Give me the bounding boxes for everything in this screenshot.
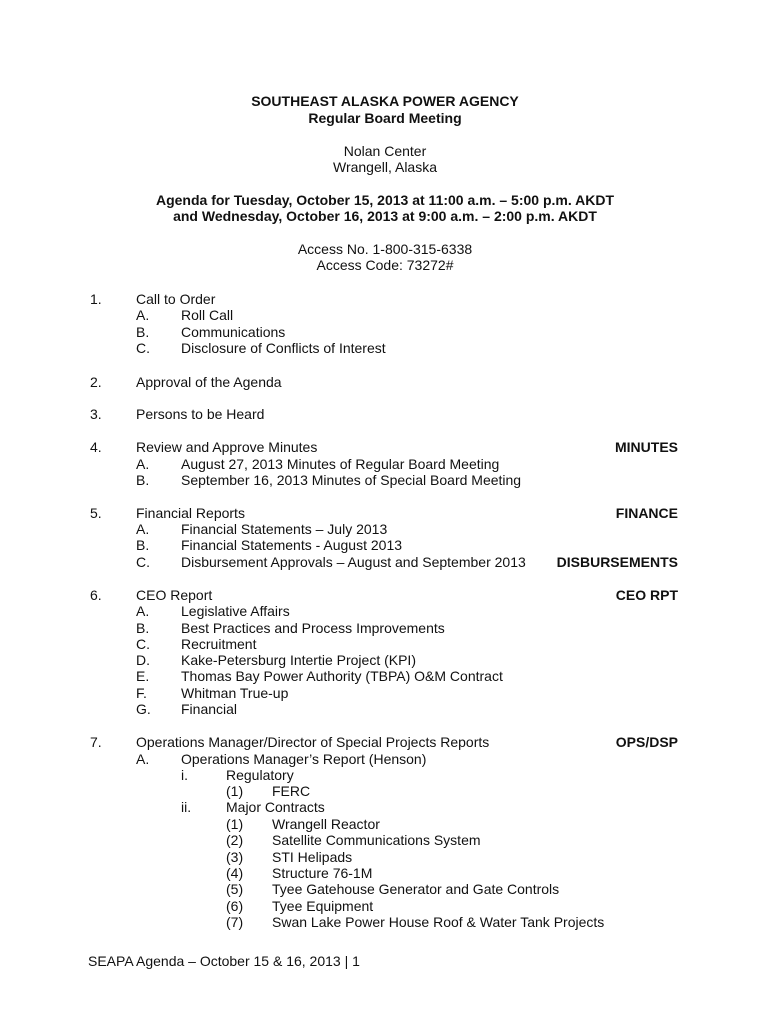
item-number: 4.: [90, 439, 102, 455]
sub-item: Communications: [181, 324, 286, 340]
meeting-title: Regular Board Meeting: [308, 110, 462, 126]
sub-label: A.: [136, 521, 150, 537]
paren-label: (6): [226, 898, 244, 914]
item-title: Operations Manager/Director of Special Projects Reports: [136, 734, 490, 750]
agenda-line-2: and Wednesday, October 16, 2013 at 9:00 a.m. – 2:00 p.m. AKDT: [173, 208, 597, 224]
roman-label: i.: [181, 767, 188, 783]
sub-label: A.: [136, 307, 150, 323]
sub-item: Operations Manager’s Report (Henson): [181, 751, 427, 767]
sub-label: B.: [136, 537, 150, 553]
section-tag-finance: FINANCE: [615, 505, 678, 521]
roman-label: ii.: [181, 799, 192, 815]
item-title: Call to Order: [136, 291, 216, 307]
access-number: Access No. 1-800-315-6338: [297, 241, 473, 257]
sub-label: A.: [136, 751, 150, 767]
paren-label: (7): [226, 914, 244, 930]
section-tag-disbursements: DISBURSEMENTS: [556, 554, 678, 570]
paren-item: Satellite Communications System: [272, 832, 481, 848]
item-number: 2.: [90, 374, 102, 390]
sub-item: September 16, 2013 Minutes of Special Board Meeting: [181, 472, 522, 488]
section-tag-ops: OPS/DSP: [615, 734, 678, 750]
item-number: 3.: [90, 406, 102, 422]
page-footer: SEAPA Agenda – October 15 & 16, 2013 | 1: [88, 953, 360, 969]
paren-item: STI Helipads: [272, 849, 353, 865]
item-title: Persons to be Heard: [136, 406, 265, 422]
sub-item: Whitman True-up: [181, 685, 289, 701]
paren-label: (5): [226, 881, 244, 897]
paren-item: Tyee Gatehouse Generator and Gate Controls: [272, 881, 560, 897]
sub-label: F.: [136, 685, 147, 701]
sub-item: Financial: [181, 701, 238, 717]
item-title: Approval of the Agenda: [136, 374, 282, 390]
paren-label: (2): [226, 832, 244, 848]
sub-label: E.: [136, 668, 150, 684]
paren-label: (3): [226, 849, 244, 865]
sub-label: B.: [136, 472, 150, 488]
sub-label: C.: [136, 636, 150, 652]
sub-label: D.: [136, 652, 150, 668]
sub-item: Thomas Bay Power Authority (TBPA) O&M Contract: [181, 668, 503, 684]
sub-item: Recruitment: [181, 636, 257, 652]
paren-label: (1): [226, 816, 244, 832]
sub-label: B.: [136, 324, 150, 340]
item-number: 7.: [90, 734, 102, 750]
sub-item: August 27, 2013 Minutes of Regular Board Meeting: [181, 456, 500, 472]
paren-item: Swan Lake Power House Roof & Water Tank Projects: [272, 914, 605, 930]
roman-item: Regulatory: [226, 767, 294, 783]
sub-label: B.: [136, 620, 150, 636]
sub-item: Disclosure of Conflicts of Interest: [181, 340, 386, 356]
paren-label: (4): [226, 865, 244, 881]
item-title: Review and Approve Minutes: [136, 439, 318, 455]
sub-item: Kake-Petersburg Intertie Project (KPI): [181, 652, 416, 668]
section-tag-ceo: CEO RPT: [615, 587, 678, 603]
item-number: 6.: [90, 587, 102, 603]
sub-label: A.: [136, 456, 150, 472]
sub-item: Best Practices and Process Improvements: [181, 620, 445, 636]
location-line-1: Nolan Center: [343, 143, 427, 159]
sub-label: G.: [136, 701, 151, 717]
item-number: 1.: [90, 291, 102, 307]
agenda-line-1: Agenda for Tuesday, October 15, 2013 at 11:00 a.m. – 5:00 p.m. AKDT: [155, 192, 614, 208]
sub-item: Roll Call: [181, 307, 234, 323]
paren-item: Wrangell Reactor: [272, 816, 380, 832]
sub-item: Financial Statements – July 2013: [181, 521, 388, 537]
paren-item: Structure 76-1M: [272, 865, 373, 881]
org-title: SOUTHEAST ALASKA POWER AGENCY: [251, 93, 519, 109]
item-title: Financial Reports: [136, 505, 245, 521]
sub-item: Financial Statements - August 2013: [181, 537, 403, 553]
access-code: Access Code: 73272#: [316, 257, 454, 273]
paren-label: (1): [226, 783, 244, 799]
location-line-2: Wrangell, Alaska: [332, 159, 437, 175]
sub-label: C.: [136, 340, 150, 356]
item-title: CEO Report: [136, 587, 213, 603]
sub-item: Disbursement Approvals – August and September 2013: [181, 554, 526, 570]
paren-item: Tyee Equipment: [272, 898, 374, 914]
paren-item: FERC: [272, 783, 311, 799]
sub-label: A.: [136, 603, 150, 619]
sub-label: C.: [136, 554, 150, 570]
item-number: 5.: [90, 505, 102, 521]
sub-item: Legislative Affairs: [181, 603, 290, 619]
section-tag-minutes: MINUTES: [615, 439, 678, 455]
roman-item: Major Contracts: [226, 799, 325, 815]
